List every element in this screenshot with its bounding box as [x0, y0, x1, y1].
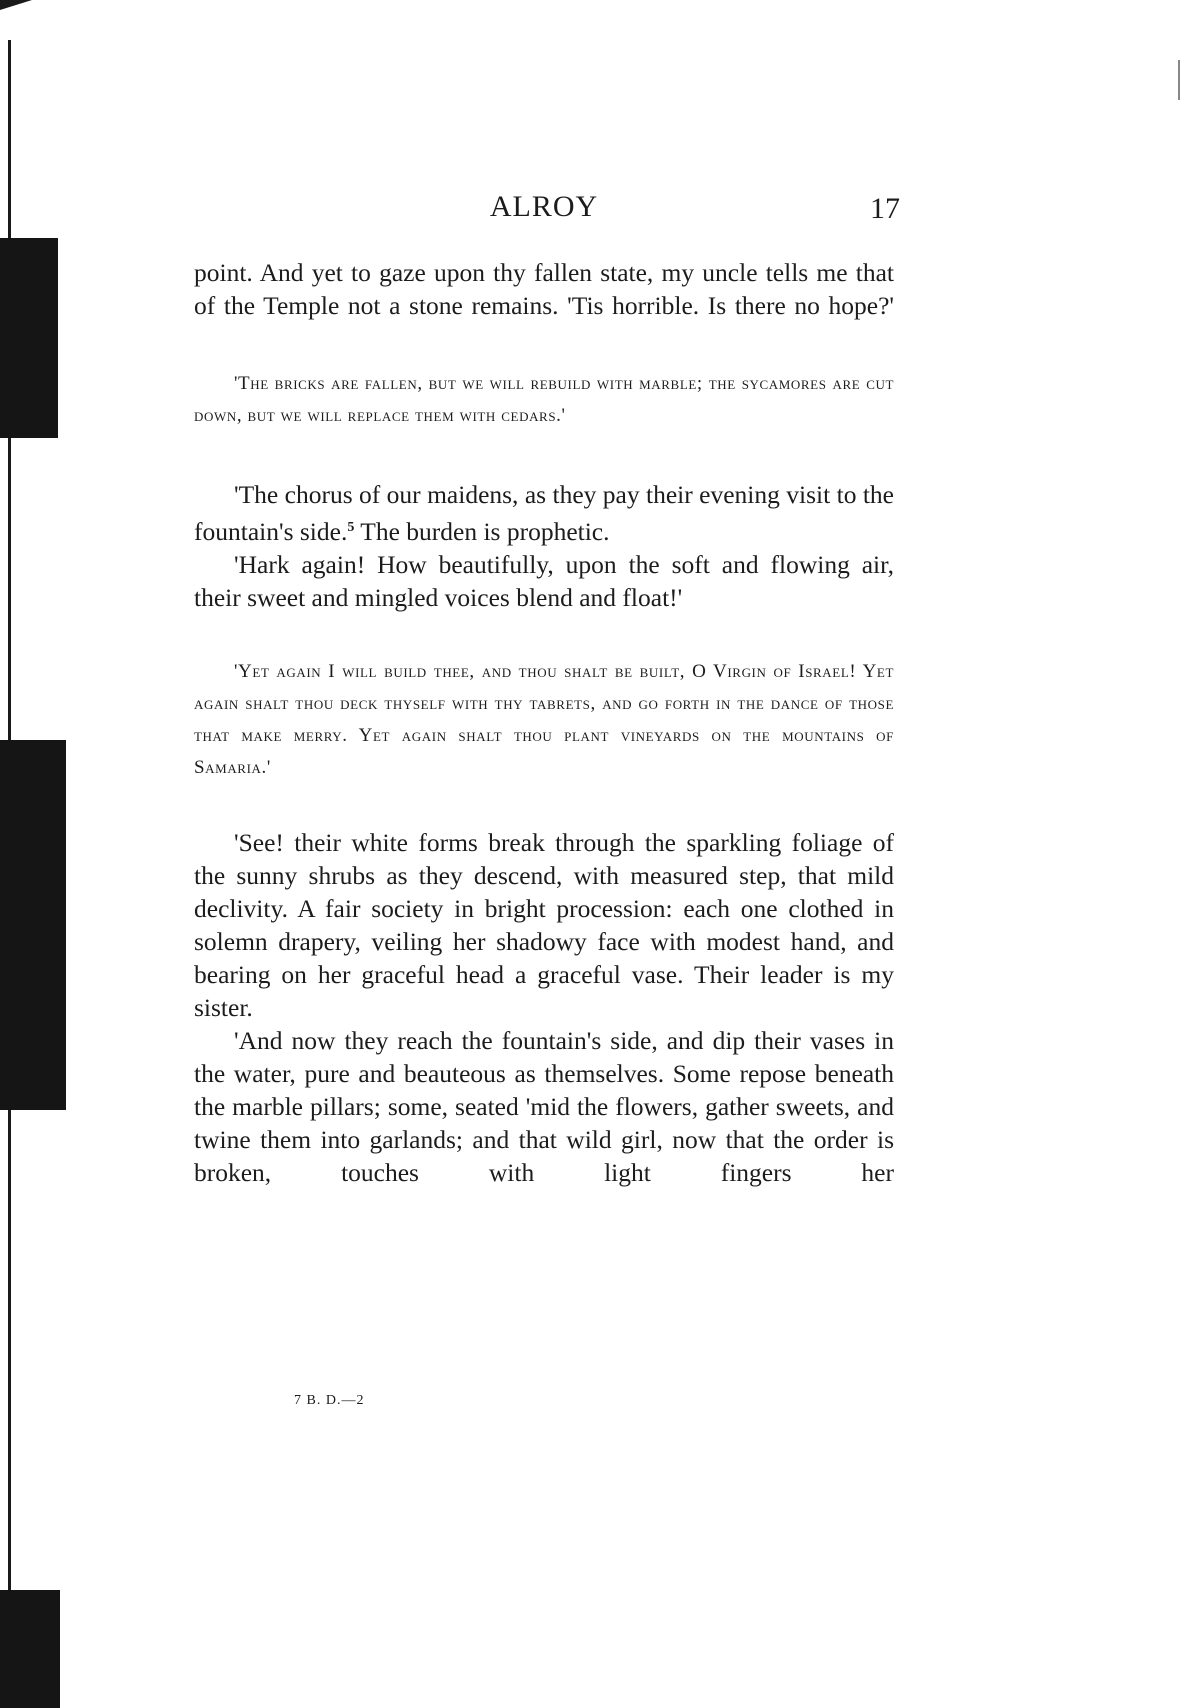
verse-quote: 'The bricks are fallen, but we will rebuild with marble; the sycamores are cut down, but we will replace them with cedars.'	[194, 373, 894, 426]
signature-mark: 7 B. D.—2	[294, 1393, 365, 1408]
running-head	[194, 190, 900, 226]
paragraph: 'Hark again! How beautifully, upon the soft and flowing air, their sweet and mingled voices blend and float!'	[194, 550, 894, 612]
paragraph: 'And now they reach the fountain's side, and dip their vases in the water, pure and beauteous as themselves. Some repose beneath the marble pillars; some, seated 'mid the flowers, gather sweets, and twine them into garlands; and that wild girl, now that the order is broken, touches with light fingers her	[194, 1026, 894, 1187]
paragraph: 'See! their white forms break through the sparkling foliage of the sunny shrubs as they descend, with measured step, that mild declivity. A fair society in bright procession: each one clothed in solemn drapery, veiling her shadowy face with modest hand, and bearing on her graceful head a graceful vase. Their leader is my sister.	[194, 828, 894, 1022]
paragraph-text: The burden is prophetic.	[354, 517, 610, 546]
paragraph: point. And yet to gaze upon thy fallen state, my uncle tells me that of the Temple not a stone remains. 'Tis horrible. Is there no hope?'	[194, 258, 894, 320]
note-reference: 5	[347, 520, 355, 535]
scan-gutter	[0, 0, 110, 1708]
paragraph	[194, 478, 894, 548]
binding-shadow	[0, 740, 66, 1110]
verse-quote: 'Yet again I will build thee, and thou shalt be built, O Virgin of Israel! Yet again shalt thou deck thyself with thy tabrets, and go forth in the dance of those that make merry. Yet again shalt thou plant vineyards on the mountains of Samaria.'	[194, 661, 894, 778]
page-number: 17	[870, 192, 900, 225]
edge-mark	[1178, 60, 1180, 100]
paragraph-text: 'The chorus of our maidens, as they pay their evening visit to the fountain's side.	[194, 480, 894, 546]
binding-shadow	[0, 238, 58, 438]
page-body	[194, 256, 894, 1189]
binding-shadow	[0, 1590, 60, 1708]
page-title: ALROY	[489, 190, 599, 223]
corner-mark	[0, 0, 32, 10]
